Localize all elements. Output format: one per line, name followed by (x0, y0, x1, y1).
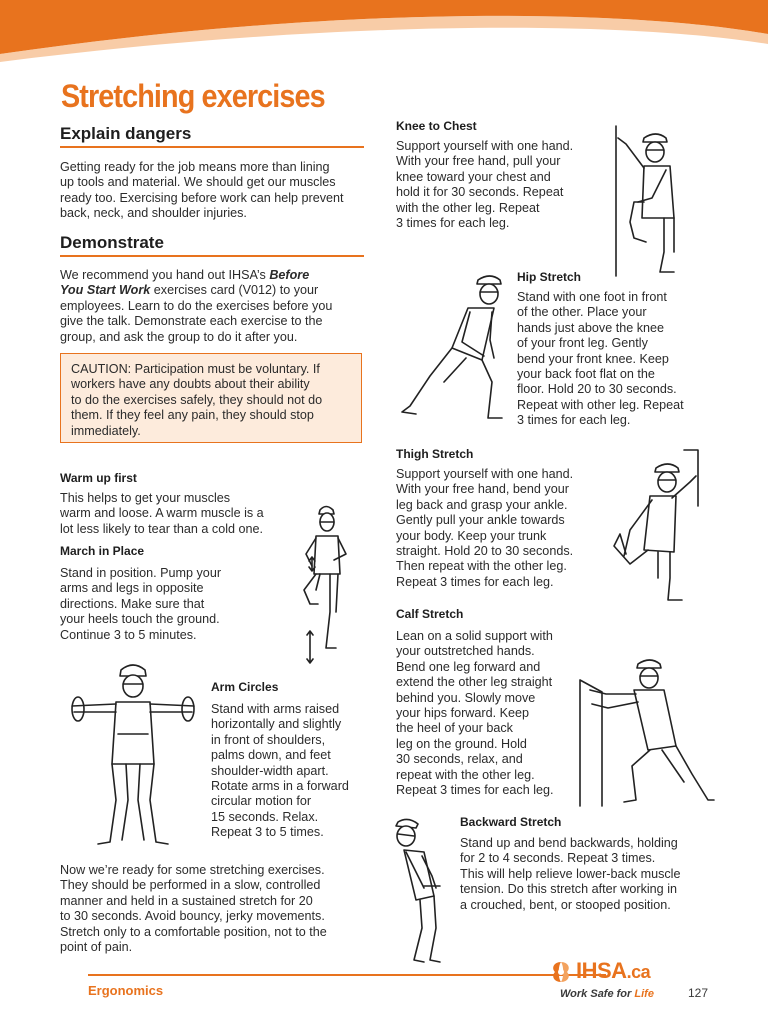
explain-rule (60, 146, 364, 148)
knee-to-chest-figure (604, 122, 690, 278)
hip-stretch-figure (396, 272, 514, 424)
demonstrate-heading: Demonstrate (60, 233, 164, 252)
calf-text: Lean on a solid support with your outstretched hands. Bend one leg forward and extend the other leg straight behind you. Slowly move your hips forward. Keep the heel of your back leg on the ground. Hold 30 seconds, relax, and repeat with the other leg. Repeat 3 times for each leg. (396, 629, 554, 798)
tagline: Work Safe for Life (560, 988, 654, 1000)
march-text: Stand in position. Pump your arms and legs in opposite directions. Make sure that your heels touch the ground. Continue 3 to 5 minutes. (60, 566, 222, 642)
ihsa-logo-icon (548, 960, 574, 984)
calf-heading: Calf Stretch (396, 607, 464, 621)
tagline-emphasis: Life (634, 988, 654, 1000)
ihsa-logo (548, 958, 668, 986)
demonstrate-rule (60, 255, 364, 257)
march-in-place-figure (290, 500, 360, 672)
knee-text: Support yourself with one hand. With your free hand, pull your knee toward your chest and hold it for 30 seconds. Repeat with the other leg. Repeat 3 times for each leg. (396, 139, 574, 231)
logo-suffix: .ca (626, 962, 651, 982)
arm-heading: Arm Circles (211, 680, 279, 694)
knee-heading: Knee to Chest (396, 119, 477, 133)
explain-text: Getting ready for the job means more than lining up tools and material. We should get our muscles ready too. Exercising before work can help prevent back, neck, and shoulder injuries. (60, 160, 344, 221)
backward-stretch-figure (384, 816, 456, 968)
calf-stretch-figure (576, 650, 716, 810)
page-title: Stretching exercises (61, 78, 325, 114)
caution-box: CAUTION: Participation must be voluntary. If workers have any doubts about their ability to do the exercises safely, they should not do them. If they feel any pain, they should stop immediately. (60, 353, 362, 443)
header-band (0, 0, 768, 62)
footer-section-label: Ergonomics (88, 983, 164, 998)
thigh-stretch-figure (600, 446, 710, 606)
explain-heading: Explain dangers (60, 124, 192, 143)
march-heading: March in Place (60, 544, 145, 558)
warmup-heading: Warm up first (60, 471, 137, 485)
demonstrate-text: We recommend you hand out IHSA’s Before You Start Work exercises card (V012) to your employees. Learn to do the exercises before you give the talk. Demonstrate each exercise to the group, and ask the group to do it after you. (60, 268, 333, 344)
backward-heading: Backward Stretch (460, 815, 562, 829)
arm-circles-figure (62, 660, 204, 852)
logo-text: IHSA (576, 958, 627, 983)
page-number: 127 (688, 986, 709, 1000)
arm-text: Stand with arms raised horizontally and slightly in front of shoulders, palms down, and feet shoulder-width apart. Rotate arms in a forward circular motion for 15 seconds. Relax. Repeat 3 to 5 times. (211, 702, 349, 840)
hip-heading: Hip Stretch (517, 270, 582, 284)
thigh-heading: Thigh Stretch (396, 447, 474, 461)
hip-text: Stand with one foot in front of the other. Place your hands just above the knee of your front leg. Gently bend your front knee. Keep your back foot flat on the floor. Hold 20 to 30 seconds. Repeat with other leg. Repeat 3 times for each leg. (517, 290, 684, 428)
footer-rule (88, 974, 606, 976)
stretching-intro-text: Now we’re ready for some stretching exercises. They should be performed in a slow, controlled manner and held in a sustained stretch for 20 to 30 seconds. Avoid bouncy, jerky movements. Stretch only to a comfortable position, not to the point of pain. (60, 863, 327, 955)
backward-text: Stand up and bend backwards, holding for 2 to 4 seconds. Repeat 3 times. This will help relieve lower-back muscle tension. Do this stretch after working in a crouched, bent, or stooped position. (460, 836, 681, 912)
thigh-text: Support yourself with one hand. With your free hand, bend your leg back and grasp your ankle. Gently pull your ankle towards your body. Keep your trunk straight. Hold 20 to 30 seconds. Then repeat with the other leg. Repeat 3 times for each leg. (396, 467, 574, 589)
warmup-text: This helps to get your muscles warm and loose. A warm muscle is a lot less likely to tear than a cold one. (60, 491, 264, 536)
